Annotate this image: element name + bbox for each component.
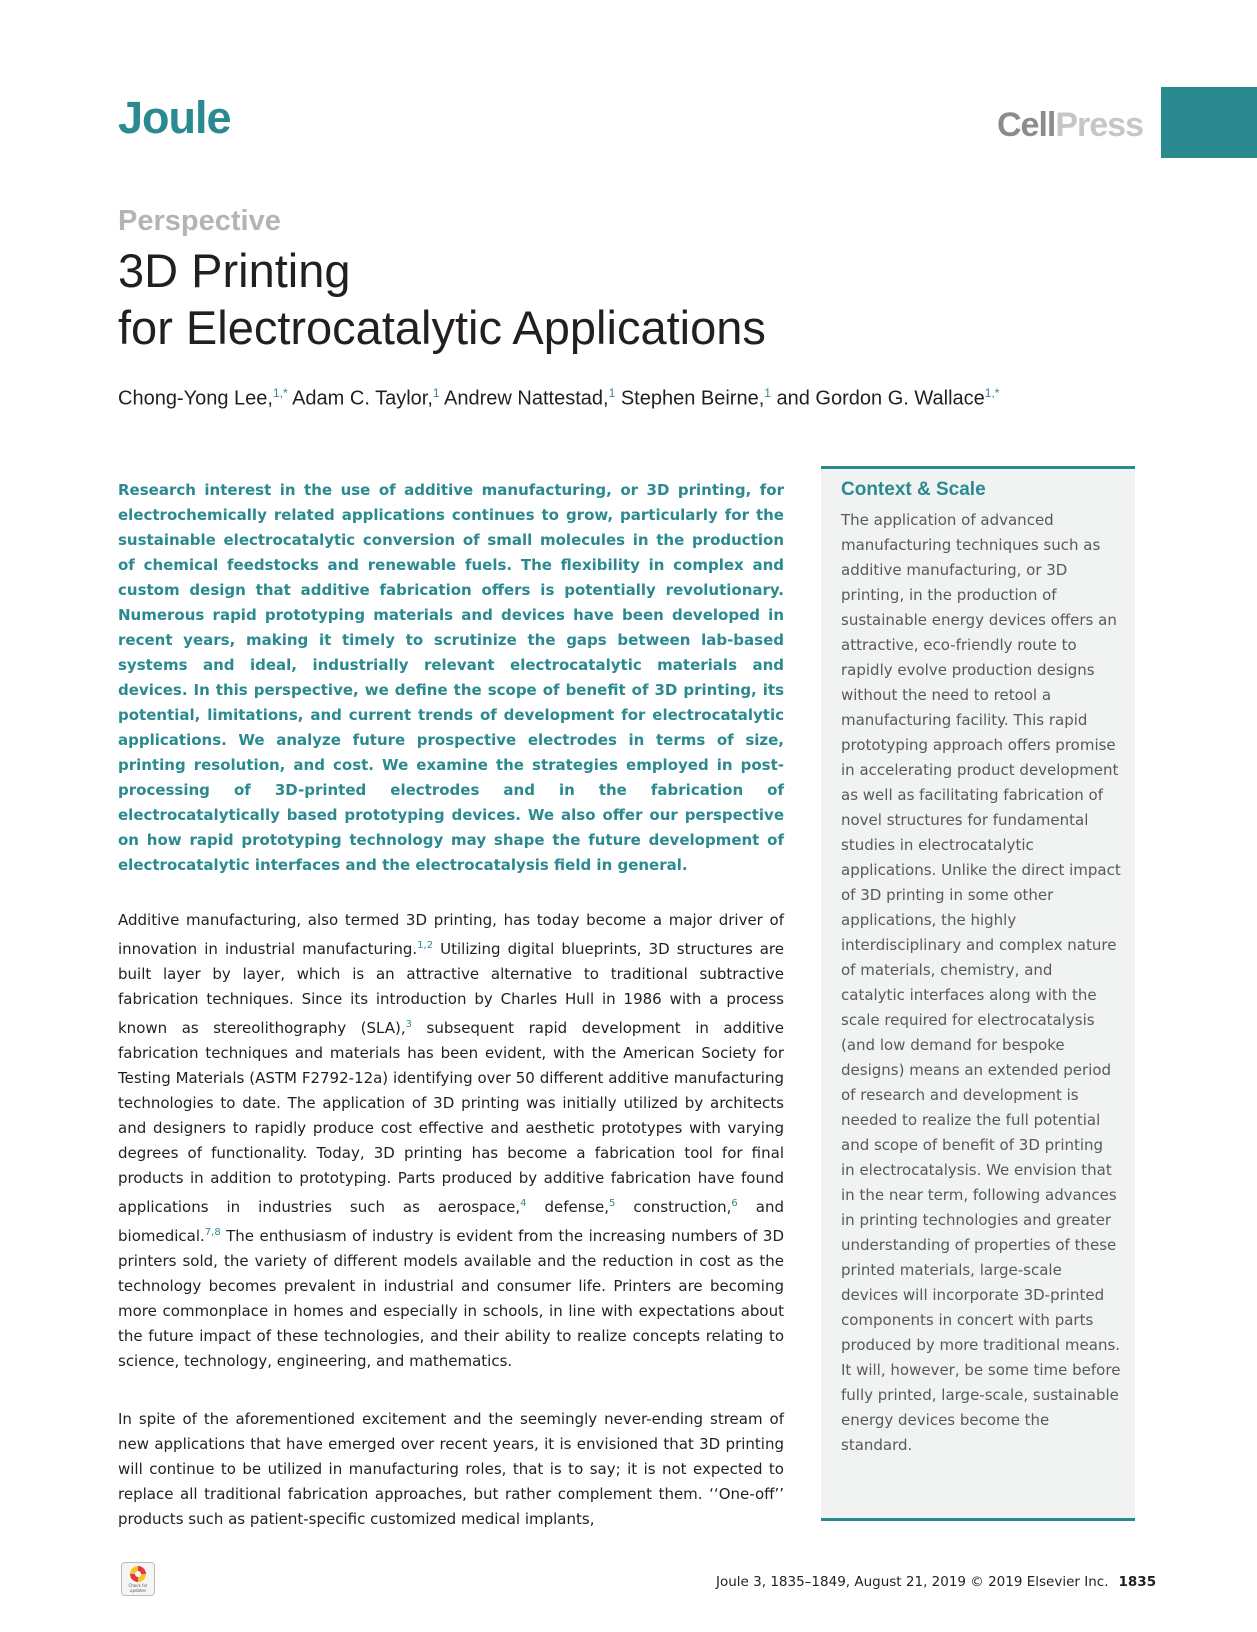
context-scale-text: The application of advanced manufacturing techniques such as additive manufacturing, or 3D printing, in the production of sustainable energy devices offers an attractive, eco-friendly route to rapidly evolve production designs without the need to retool a manufacturing facility. This rapid prototyping approach offers promise in accelerating product development as well as facilitating fabrication of novel structures for fundamental studies in electrocatalytic applications. Unlike the direct impact of 3D printing in some other applications, the highly interdisciplinary and complex nature of materials, chemistry, and catalytic interfaces along with the scale required for electrocatalysis (and low demand for bespoke designs) means an extended period of research and development is needed to realize the full potential and scope of benefit of 3D printing in electrocatalysis. We envision that in the near term, following advances in printing technologies and greater understanding of properties of these printed materials, large-scale devices will incorporate 3D-printed components in concert with parts produced by more traditional means. It will, however, be some time before fully printed, large-scale, sustainable energy devices become the standard. — [841, 511, 1121, 1454]
author-affiliation: 1,* — [272, 386, 288, 400]
reference-link[interactable]: 7,8 — [204, 1227, 221, 1238]
author-affiliation: 1,* — [984, 386, 1000, 400]
text-run: The enthusiasm of industry is evident from the increasing numbers of 3D printers sold, the variety of different models available and the reduction in cost as the technology becomes prevalent in industrial and consumer life. Printers are becoming more commonplace in homes and especially in schools, in line with expectations about the future impact of these technologies, and their ability to realize concepts relating to science, technology, engineering, and mathematics. — [118, 1227, 784, 1370]
publisher-logo-cell: Cell — [997, 106, 1056, 144]
publisher-logo-press: Press — [1055, 106, 1143, 144]
body-paragraph-2: In spite of the aforementioned excitement and the seemingly never-ending stream of new applications that have emerged over recent years, it is envisioned that 3D printing will continue to be utilized in manufacturing roles, that is to say; it is not expected to replace all traditional fabrication approaches, but rather complement them. ‘‘One-off’’ products such as patient-specific customized medical implants, — [118, 1410, 784, 1528]
crossmark-icon — [130, 1566, 146, 1582]
author-name: and Gordon G. Wallace — [770, 387, 985, 410]
reference-link[interactable]: 4 — [520, 1198, 527, 1209]
text-run: and biomedical. — [118, 1198, 784, 1245]
citation-text: Joule 3, 1835–1849, August 21, 2019 © 2019 Elsevier Inc. — [716, 1574, 1109, 1590]
author-name: Andrew Nattestad, — [439, 387, 609, 410]
title-line-1: 3D Printing — [118, 244, 351, 297]
text-run: construction, — [615, 1198, 732, 1216]
author-affiliation: 1 — [432, 386, 440, 400]
text-run: subsequent rapid development in additive fabrication techniques and materials has been evident, with the American Society for Testing Materials (ASTM F2792-12a) identifying over 50 different additive manufacturing technologies to date. The application of 3D printing was initially utilized by architects and designers to rapidly produce cost effective and aesthetic prototypes with varying degrees of functionality. Today, 3D printing has become a fabrication tool for final products in addition to prototyping. Parts produced by additive fabrication have found applications in industries such as aerospace, — [118, 1019, 784, 1216]
reference-link[interactable]: 5 — [609, 1198, 616, 1209]
summary-abstract: Research interest in the use of additive manufacturing, or 3D printing, for electrochemically related applications continues to grow, particularly for the sustainable electrocatalytic conversion of small molecules in the production of chemical feedstocks and renewable fuels. The flexibility in complex and custom design that additive fabrication offers is potentially revolutionary. Numerous rapid prototyping materials and devices have been developed in recent years, making it timely to scrutinize the gaps between lab-based systems and ideal, industrially relevant electrocatalytic materials and devices. In this perspective, we define the scope of benefit of 3D printing, its potential, limitations, and current trends of development for electrocatalytic applications. We analyze future prospective electrodes in terms of size, printing resolution, and cost. We examine the strategies employed in post-processing of 3D-printed electrodes and in the fabrication of electrocatalytically based prototyping devices. We also offer our perspective on how rapid prototyping technology may shape the future development of electrocatalytic interfaces and the electrocatalysis field in general. — [118, 481, 784, 874]
author-name: Adam C. Taylor, — [287, 387, 433, 410]
author-name: Chong-Yong Lee, — [118, 387, 273, 410]
text-run: Additive manufacturing, also termed 3D printing, has today become a major driver of innovation in industrial manufacturing. — [118, 911, 784, 958]
text-run: Utilizing digital blueprints, 3D structures are built layer by layer, which is an attractive alternative to traditional subtractive fabrication techniques. Since its introduction by Charles Hull in 1986 with a process known as stereolithography (SLA), — [118, 940, 784, 1037]
article-title — [118, 242, 766, 356]
author-affiliation: 1 — [764, 386, 771, 400]
footer-citation — [716, 1574, 1156, 1590]
publisher-logo — [997, 106, 1143, 145]
text-run: defense, — [526, 1198, 610, 1216]
context-scale-box — [821, 466, 1135, 1521]
author-list — [118, 386, 999, 411]
check-for-updates-badge[interactable] — [121, 1562, 155, 1596]
journal-logo: Joule — [118, 92, 231, 143]
page-number: 1835 — [1118, 1574, 1157, 1590]
author-affiliation: 1 — [608, 386, 616, 400]
badge-label: Check for updates — [128, 1583, 148, 1593]
author-name: Stephen Beirne, — [615, 387, 765, 410]
reference-link[interactable]: 6 — [731, 1198, 738, 1209]
body-paragraph-1 — [118, 908, 784, 1374]
article-type: Perspective — [118, 205, 281, 237]
reference-link[interactable]: 3 — [405, 1019, 412, 1030]
corner-tab — [1161, 87, 1257, 158]
reference-link[interactable]: 1,2 — [417, 940, 434, 951]
title-line-2: for Electrocatalytic Applications — [118, 301, 766, 354]
context-scale-title: Context & Scale — [841, 479, 986, 500]
